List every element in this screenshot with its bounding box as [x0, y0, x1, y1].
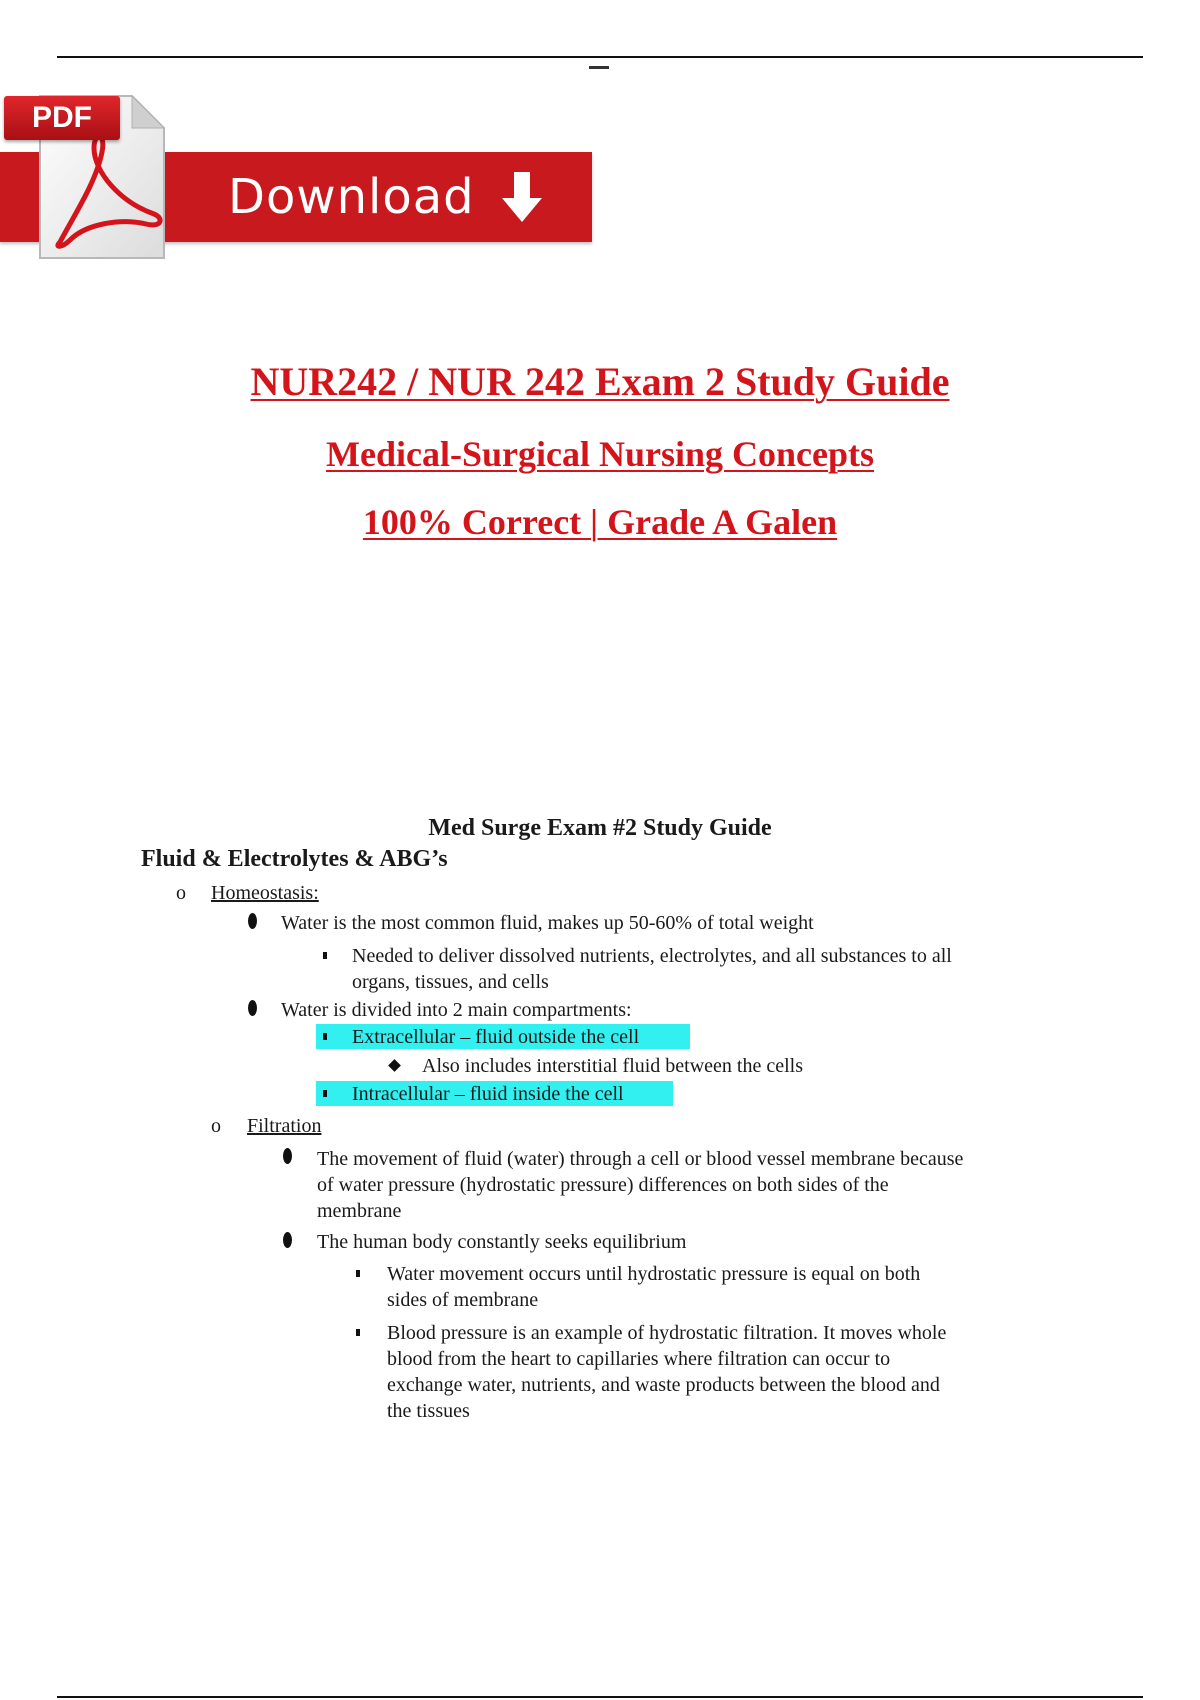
- download-arrow-icon: [500, 170, 544, 224]
- list-item: the tissues: [387, 1400, 470, 1422]
- filtration-heading: Filtration: [247, 1115, 322, 1137]
- bullet-dot: [283, 1232, 292, 1248]
- list-item: Blood pressure is an example of hydrostatic filtration. It moves whole: [387, 1322, 947, 1344]
- bullet-square: [356, 1270, 360, 1277]
- list-item: exchange water, nutrients, and waste products between the blood and: [387, 1374, 940, 1396]
- list-item: The movement of fluid (water) through a cell or blood vessel membrane because: [317, 1148, 964, 1170]
- bullet-dot: [248, 1000, 257, 1016]
- pdf-badge: PDF: [4, 96, 120, 140]
- list-item: Water is the most common fluid, makes up 50-60% of total weight: [281, 912, 814, 934]
- list-item: membrane: [317, 1200, 402, 1222]
- bullet-square: [323, 952, 327, 959]
- page-mark: [589, 66, 609, 69]
- list-item-highlighted: Intracellular – fluid inside the cell: [352, 1083, 624, 1105]
- outline-marker: o: [176, 882, 186, 904]
- top-rule: [57, 56, 1143, 58]
- list-item-highlighted: Extracellular – fluid outside the cell: [352, 1026, 640, 1048]
- guide-title: Med Surge Exam #2 Study Guide: [428, 815, 772, 841]
- doc-grade-line: 100% Correct | Grade A Galen: [362, 502, 838, 542]
- bottom-rule: [57, 1696, 1143, 1698]
- list-item: blood from the heart to capillaries where filtration can occur to: [387, 1348, 891, 1370]
- list-item: The human body constantly seeks equilibrium: [317, 1231, 687, 1253]
- list-item: Water is divided into 2 main compartments:: [281, 999, 632, 1021]
- doc-title: NUR242 / NUR 242 Exam 2 Study Guide: [250, 359, 950, 404]
- list-item: sides of membrane: [387, 1289, 539, 1311]
- bullet-square: [323, 1090, 327, 1097]
- list-item: Needed to deliver dissolved nutrients, electrolytes, and all substances to all: [352, 945, 952, 967]
- section-title: Fluid & Electrolytes & ABG’s: [141, 846, 448, 872]
- download-label: Download: [228, 169, 475, 225]
- bullet-diamond: [388, 1059, 401, 1072]
- bullet-dot: [248, 913, 257, 929]
- list-item: Water movement occurs until hydrostatic pressure is equal on both: [387, 1263, 921, 1285]
- outline-marker: o: [211, 1115, 221, 1137]
- bullet-square: [323, 1033, 327, 1040]
- list-item: Also includes interstitial fluid between the cells: [422, 1055, 804, 1077]
- list-item: of water pressure (hydrostatic pressure) differences on both sides of the: [317, 1174, 889, 1196]
- list-item: organs, tissues, and cells: [352, 971, 549, 993]
- bullet-dot: [283, 1148, 292, 1164]
- homeostasis-heading: Homeostasis:: [211, 882, 319, 904]
- doc-subtitle: Medical-Surgical Nursing Concepts: [326, 434, 874, 474]
- bullet-square: [356, 1329, 360, 1336]
